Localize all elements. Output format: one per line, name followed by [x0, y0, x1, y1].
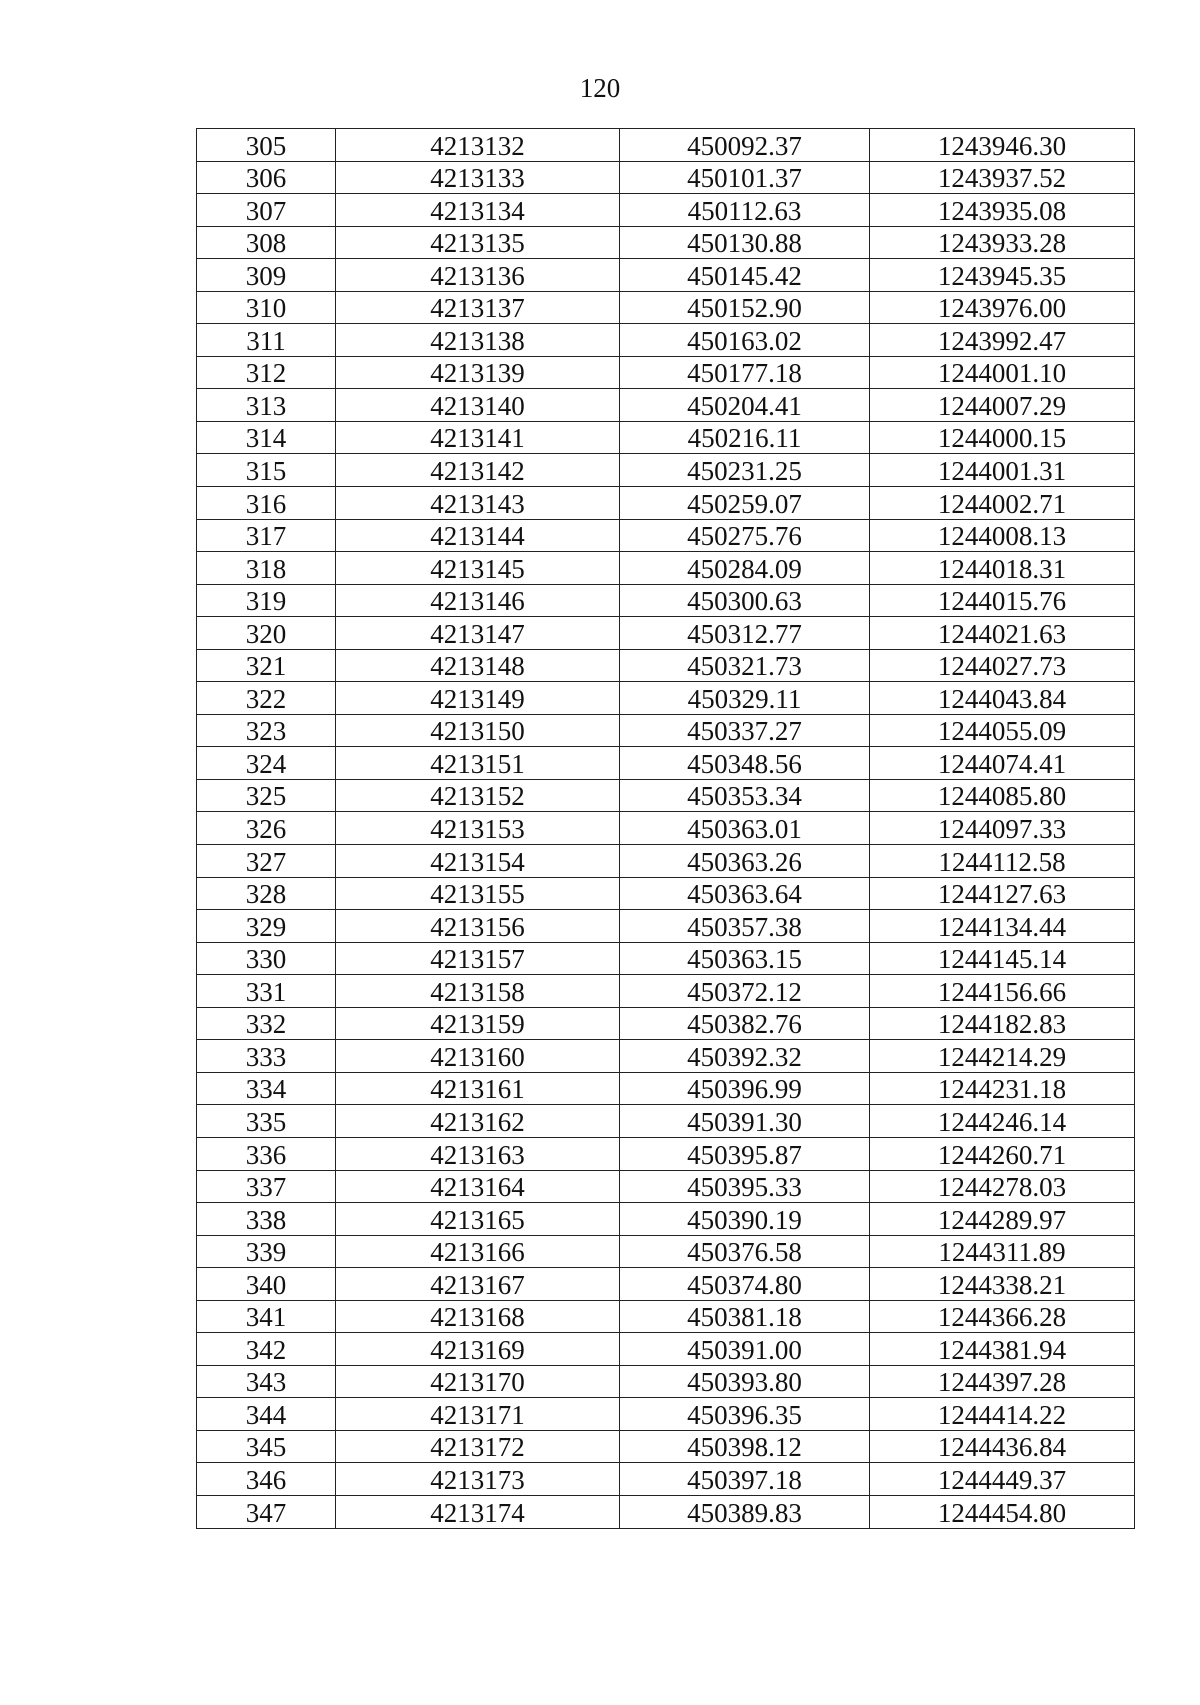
table-row: [197, 812, 1135, 845]
row-index-cell: 340: [197, 1268, 336, 1301]
x-coordinate-cell: 450363.26: [620, 845, 870, 878]
row-index-cell: 316: [197, 487, 336, 520]
y-coordinate-cell: 1244000.15: [870, 421, 1135, 454]
row-index-cell: 312: [197, 356, 336, 389]
point-id-cell: 4213133: [336, 161, 620, 194]
point-id-cell: 4213161: [336, 1072, 620, 1105]
y-coordinate-cell: 1244338.21: [870, 1268, 1135, 1301]
row-index-cell: 336: [197, 1137, 336, 1170]
point-id-cell: 4213172: [336, 1430, 620, 1463]
row-index-cell: 331: [197, 975, 336, 1008]
x-coordinate-cell: 450092.37: [620, 129, 870, 162]
table-row: [197, 454, 1135, 487]
point-id-cell: 4213132: [336, 129, 620, 162]
x-coordinate-cell: 450231.25: [620, 454, 870, 487]
point-id-cell: 4213160: [336, 1040, 620, 1073]
row-index-cell: 326: [197, 812, 336, 845]
y-coordinate-cell: 1244246.14: [870, 1105, 1135, 1138]
row-index-cell: 322: [197, 682, 336, 715]
point-id-cell: 4213149: [336, 682, 620, 715]
row-index-cell: 332: [197, 1007, 336, 1040]
table-row: [197, 389, 1135, 422]
point-id-cell: 4213141: [336, 421, 620, 454]
y-coordinate-cell: 1244097.33: [870, 812, 1135, 845]
y-coordinate-cell: 1244449.37: [870, 1463, 1135, 1496]
point-id-cell: 4213137: [336, 291, 620, 324]
table-row: [197, 324, 1135, 357]
row-index-cell: 311: [197, 324, 336, 357]
y-coordinate-cell: 1244311.89: [870, 1235, 1135, 1268]
table-row: [197, 1398, 1135, 1431]
point-id-cell: 4213145: [336, 552, 620, 585]
point-id-cell: 4213171: [336, 1398, 620, 1431]
row-index-cell: 309: [197, 259, 336, 292]
x-coordinate-cell: 450177.18: [620, 356, 870, 389]
point-id-cell: 4213166: [336, 1235, 620, 1268]
row-index-cell: 307: [197, 194, 336, 227]
table-row: [197, 1430, 1135, 1463]
table-row: [197, 1007, 1135, 1040]
row-index-cell: 305: [197, 129, 336, 162]
row-index-cell: 306: [197, 161, 336, 194]
y-coordinate-cell: 1244085.80: [870, 779, 1135, 812]
y-coordinate-cell: 1244397.28: [870, 1365, 1135, 1398]
x-coordinate-cell: 450372.12: [620, 975, 870, 1008]
y-coordinate-cell: 1243992.47: [870, 324, 1135, 357]
x-coordinate-cell: 450348.56: [620, 747, 870, 780]
point-id-cell: 4213174: [336, 1495, 620, 1528]
x-coordinate-cell: 450357.38: [620, 910, 870, 943]
x-coordinate-cell: 450397.18: [620, 1463, 870, 1496]
x-coordinate-cell: 450353.34: [620, 779, 870, 812]
x-coordinate-cell: 450396.99: [620, 1072, 870, 1105]
point-id-cell: 4213146: [336, 584, 620, 617]
row-index-cell: 345: [197, 1430, 336, 1463]
point-id-cell: 4213163: [336, 1137, 620, 1170]
table-row: [197, 1300, 1135, 1333]
table-row: [197, 1268, 1135, 1301]
x-coordinate-cell: 450300.63: [620, 584, 870, 617]
point-id-cell: 4213150: [336, 714, 620, 747]
coordinates-table-body: [197, 129, 1135, 1529]
x-coordinate-cell: 450259.07: [620, 487, 870, 520]
y-coordinate-cell: 1244021.63: [870, 617, 1135, 650]
table-row: [197, 779, 1135, 812]
x-coordinate-cell: 450275.76: [620, 519, 870, 552]
y-coordinate-cell: 1244001.10: [870, 356, 1135, 389]
coordinates-table: [196, 128, 1135, 1529]
row-index-cell: 319: [197, 584, 336, 617]
table-row: [197, 1463, 1135, 1496]
y-coordinate-cell: 1244289.97: [870, 1203, 1135, 1236]
table-row: [197, 1040, 1135, 1073]
table-row: [197, 975, 1135, 1008]
row-index-cell: 325: [197, 779, 336, 812]
point-id-cell: 4213168: [336, 1300, 620, 1333]
row-index-cell: 308: [197, 226, 336, 259]
x-coordinate-cell: 450204.41: [620, 389, 870, 422]
x-coordinate-cell: 450381.18: [620, 1300, 870, 1333]
table-row: [197, 1333, 1135, 1366]
x-coordinate-cell: 450284.09: [620, 552, 870, 585]
table-row: [197, 714, 1135, 747]
table-row: [197, 129, 1135, 162]
y-coordinate-cell: 1244074.41: [870, 747, 1135, 780]
x-coordinate-cell: 450363.15: [620, 942, 870, 975]
y-coordinate-cell: 1244134.44: [870, 910, 1135, 943]
table-row: [197, 682, 1135, 715]
y-coordinate-cell: 1243976.00: [870, 291, 1135, 324]
x-coordinate-cell: 450376.58: [620, 1235, 870, 1268]
table-row: [197, 1105, 1135, 1138]
point-id-cell: 4213142: [336, 454, 620, 487]
point-id-cell: 4213162: [336, 1105, 620, 1138]
point-id-cell: 4213164: [336, 1170, 620, 1203]
x-coordinate-cell: 450130.88: [620, 226, 870, 259]
x-coordinate-cell: 450374.80: [620, 1268, 870, 1301]
y-coordinate-cell: 1244214.29: [870, 1040, 1135, 1073]
row-index-cell: 347: [197, 1495, 336, 1528]
y-coordinate-cell: 1244008.13: [870, 519, 1135, 552]
y-coordinate-cell: 1244127.63: [870, 877, 1135, 910]
table-row: [197, 1072, 1135, 1105]
point-id-cell: 4213148: [336, 649, 620, 682]
table-row: [197, 291, 1135, 324]
row-index-cell: 341: [197, 1300, 336, 1333]
x-coordinate-cell: 450393.80: [620, 1365, 870, 1398]
row-index-cell: 314: [197, 421, 336, 454]
y-coordinate-cell: 1243945.35: [870, 259, 1135, 292]
row-index-cell: 342: [197, 1333, 336, 1366]
point-id-cell: 4213140: [336, 389, 620, 422]
table-row: [197, 552, 1135, 585]
table-row: [197, 747, 1135, 780]
table-row: [197, 877, 1135, 910]
point-id-cell: 4213152: [336, 779, 620, 812]
y-coordinate-cell: 1243937.52: [870, 161, 1135, 194]
x-coordinate-cell: 450101.37: [620, 161, 870, 194]
x-coordinate-cell: 450390.19: [620, 1203, 870, 1236]
x-coordinate-cell: 450216.11: [620, 421, 870, 454]
row-index-cell: 318: [197, 552, 336, 585]
row-index-cell: 338: [197, 1203, 336, 1236]
table-row: [197, 161, 1135, 194]
y-coordinate-cell: 1244015.76: [870, 584, 1135, 617]
row-index-cell: 324: [197, 747, 336, 780]
table-row: [197, 259, 1135, 292]
y-coordinate-cell: 1244018.31: [870, 552, 1135, 585]
table-row: [197, 519, 1135, 552]
x-coordinate-cell: 450312.77: [620, 617, 870, 650]
point-id-cell: 4213136: [336, 259, 620, 292]
table-row: [197, 356, 1135, 389]
y-coordinate-cell: 1244043.84: [870, 682, 1135, 715]
y-coordinate-cell: 1244454.80: [870, 1495, 1135, 1528]
y-coordinate-cell: 1244007.29: [870, 389, 1135, 422]
table-row: [197, 942, 1135, 975]
table-row: [197, 1137, 1135, 1170]
table-row: [197, 1365, 1135, 1398]
x-coordinate-cell: 450329.11: [620, 682, 870, 715]
y-coordinate-cell: 1244182.83: [870, 1007, 1135, 1040]
point-id-cell: 4213167: [336, 1268, 620, 1301]
table-row: [197, 584, 1135, 617]
point-id-cell: 4213153: [336, 812, 620, 845]
table-row: [197, 649, 1135, 682]
table-row: [197, 1495, 1135, 1528]
x-coordinate-cell: 450112.63: [620, 194, 870, 227]
y-coordinate-cell: 1244366.28: [870, 1300, 1135, 1333]
x-coordinate-cell: 450163.02: [620, 324, 870, 357]
point-id-cell: 4213170: [336, 1365, 620, 1398]
row-index-cell: 333: [197, 1040, 336, 1073]
x-coordinate-cell: 450337.27: [620, 714, 870, 747]
y-coordinate-cell: 1244001.31: [870, 454, 1135, 487]
x-coordinate-cell: 450363.01: [620, 812, 870, 845]
x-coordinate-cell: 450145.42: [620, 259, 870, 292]
row-index-cell: 334: [197, 1072, 336, 1105]
x-coordinate-cell: 450391.00: [620, 1333, 870, 1366]
row-index-cell: 329: [197, 910, 336, 943]
y-coordinate-cell: 1244027.73: [870, 649, 1135, 682]
table-row: [197, 845, 1135, 878]
point-id-cell: 4213147: [336, 617, 620, 650]
table-row: [197, 617, 1135, 650]
x-coordinate-cell: 450363.64: [620, 877, 870, 910]
y-coordinate-cell: 1244002.71: [870, 487, 1135, 520]
table-row: [197, 1235, 1135, 1268]
y-coordinate-cell: 1244414.22: [870, 1398, 1135, 1431]
y-coordinate-cell: 1244436.84: [870, 1430, 1135, 1463]
row-index-cell: 321: [197, 649, 336, 682]
row-index-cell: 328: [197, 877, 336, 910]
point-id-cell: 4213154: [336, 845, 620, 878]
x-coordinate-cell: 450382.76: [620, 1007, 870, 1040]
y-coordinate-cell: 1244145.14: [870, 942, 1135, 975]
table-row: [197, 487, 1135, 520]
point-id-cell: 4213173: [336, 1463, 620, 1496]
point-id-cell: 4213151: [336, 747, 620, 780]
x-coordinate-cell: 450152.90: [620, 291, 870, 324]
x-coordinate-cell: 450389.83: [620, 1495, 870, 1528]
y-coordinate-cell: 1244055.09: [870, 714, 1135, 747]
y-coordinate-cell: 1244278.03: [870, 1170, 1135, 1203]
table-row: [197, 1170, 1135, 1203]
y-coordinate-cell: 1243933.28: [870, 226, 1135, 259]
point-id-cell: 4213169: [336, 1333, 620, 1366]
point-id-cell: 4213159: [336, 1007, 620, 1040]
x-coordinate-cell: 450395.87: [620, 1137, 870, 1170]
y-coordinate-cell: 1243935.08: [870, 194, 1135, 227]
y-coordinate-cell: 1244156.66: [870, 975, 1135, 1008]
x-coordinate-cell: 450398.12: [620, 1430, 870, 1463]
point-id-cell: 4213156: [336, 910, 620, 943]
point-id-cell: 4213157: [336, 942, 620, 975]
table-row: [197, 910, 1135, 943]
row-index-cell: 335: [197, 1105, 336, 1138]
row-index-cell: 310: [197, 291, 336, 324]
x-coordinate-cell: 450395.33: [620, 1170, 870, 1203]
point-id-cell: 4213138: [336, 324, 620, 357]
y-coordinate-cell: 1244231.18: [870, 1072, 1135, 1105]
table-row: [197, 421, 1135, 454]
row-index-cell: 320: [197, 617, 336, 650]
point-id-cell: 4213134: [336, 194, 620, 227]
y-coordinate-cell: 1244381.94: [870, 1333, 1135, 1366]
y-coordinate-cell: 1243946.30: [870, 129, 1135, 162]
x-coordinate-cell: 450321.73: [620, 649, 870, 682]
row-index-cell: 343: [197, 1365, 336, 1398]
table-row: [197, 226, 1135, 259]
y-coordinate-cell: 1244112.58: [870, 845, 1135, 878]
point-id-cell: 4213165: [336, 1203, 620, 1236]
row-index-cell: 337: [197, 1170, 336, 1203]
point-id-cell: 4213143: [336, 487, 620, 520]
x-coordinate-cell: 450392.32: [620, 1040, 870, 1073]
row-index-cell: 330: [197, 942, 336, 975]
point-id-cell: 4213139: [336, 356, 620, 389]
x-coordinate-cell: 450391.30: [620, 1105, 870, 1138]
row-index-cell: 313: [197, 389, 336, 422]
row-index-cell: 339: [197, 1235, 336, 1268]
point-id-cell: 4213135: [336, 226, 620, 259]
x-coordinate-cell: 450396.35: [620, 1398, 870, 1431]
point-id-cell: 4213158: [336, 975, 620, 1008]
row-index-cell: 323: [197, 714, 336, 747]
point-id-cell: 4213155: [336, 877, 620, 910]
table-row: [197, 1203, 1135, 1236]
row-index-cell: 327: [197, 845, 336, 878]
y-coordinate-cell: 1244260.71: [870, 1137, 1135, 1170]
page-number: 120: [579, 73, 621, 103]
row-index-cell: 317: [197, 519, 336, 552]
row-index-cell: 344: [197, 1398, 336, 1431]
row-index-cell: 346: [197, 1463, 336, 1496]
table-row: [197, 194, 1135, 227]
row-index-cell: 315: [197, 454, 336, 487]
point-id-cell: 4213144: [336, 519, 620, 552]
